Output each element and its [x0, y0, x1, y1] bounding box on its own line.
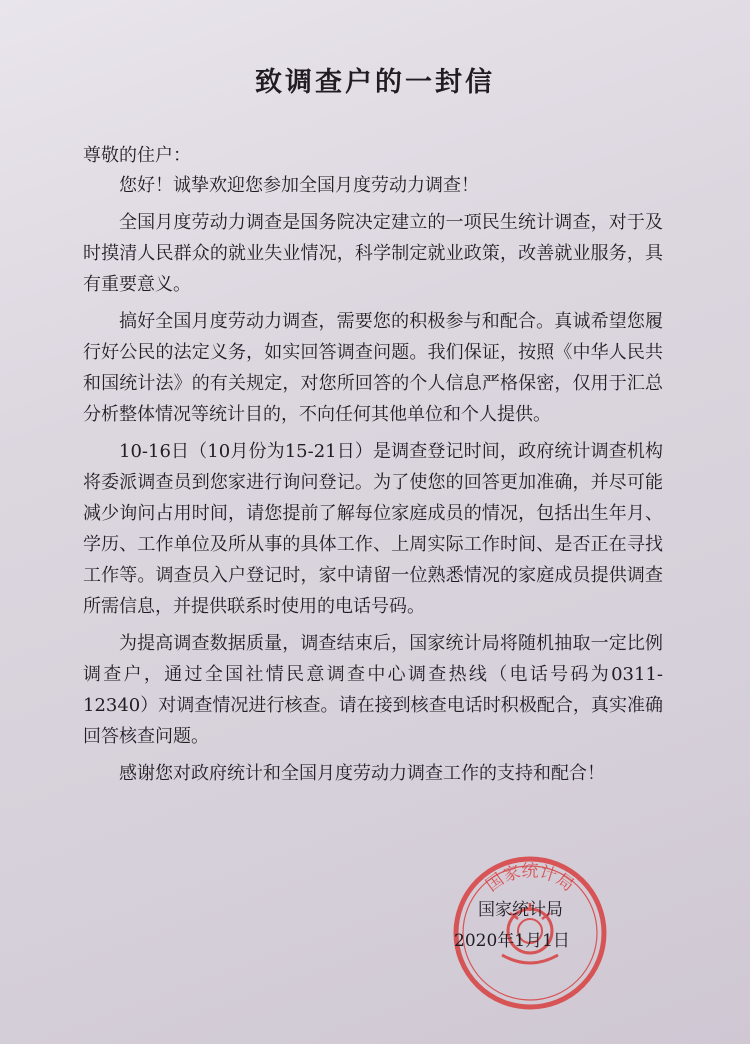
paragraph-schedule: 10-16日（10月份为15-21日）是调查登记时间，政府统计调查机构将委派调查员到您家进行询问登记。为了使您的回答更加准确，并尽可能减少询问占用时间，请您提前了解每位家庭成员的情况，包括出生年月、学历、工作单位及所从事的具体工作、上周实际工作时间、是否正在寻找工作等。调查员入户登记时，家中请留一位熟悉情况的家庭成员提供调查所需信息，并提供联系时使用的电话号码。 [83, 441, 663, 617]
paragraph-greeting: 您好！诚挚欢迎您参加全国月度劳动力调查！ [119, 175, 479, 196]
seal-text: 国家统计局 [482, 861, 578, 896]
letter-title: 致调查户的一封信 [255, 67, 495, 98]
signature-date: 2020年1月1日 [454, 931, 570, 951]
salutation: 尊敬的住户： [83, 145, 191, 166]
paragraph-thanks: 感谢您对政府统计和全国月度劳动力调查工作的支持和配合！ [119, 763, 605, 784]
letter-body [83, 170, 663, 795]
signature-organization: 国家统计局 [478, 900, 563, 920]
paragraph-purpose: 全国月度劳动力调查是国务院决定建立的一项民生统计调查，对于及时摸清人民群众的就业失业情况，科学制定就业政策，改善就业服务，具有重要意义。 [83, 212, 663, 295]
paragraph-verification: 为提高调查数据质量，调查结束后，国家统计局将随机抽取一定比例调查户，通过全国社情民意调查中心调查热线（电话号码为0311-12340）对调查情况进行核查。请在接到核查电话时积极配合，真实准确回答核查问题。 [83, 633, 663, 747]
paragraph-privacy: 搞好全国月度劳动力调查，需要您的积极参与和配合。真诚希望您履行好公民的法定义务，如实回答调查问题。我们保证，按照《中华人民共和国统计法》的有关规定，对您所回答的个人信息严格保密，仅用于汇总分析整体情况等统计目的，不向任何其他单位和个人提供。 [83, 311, 663, 425]
